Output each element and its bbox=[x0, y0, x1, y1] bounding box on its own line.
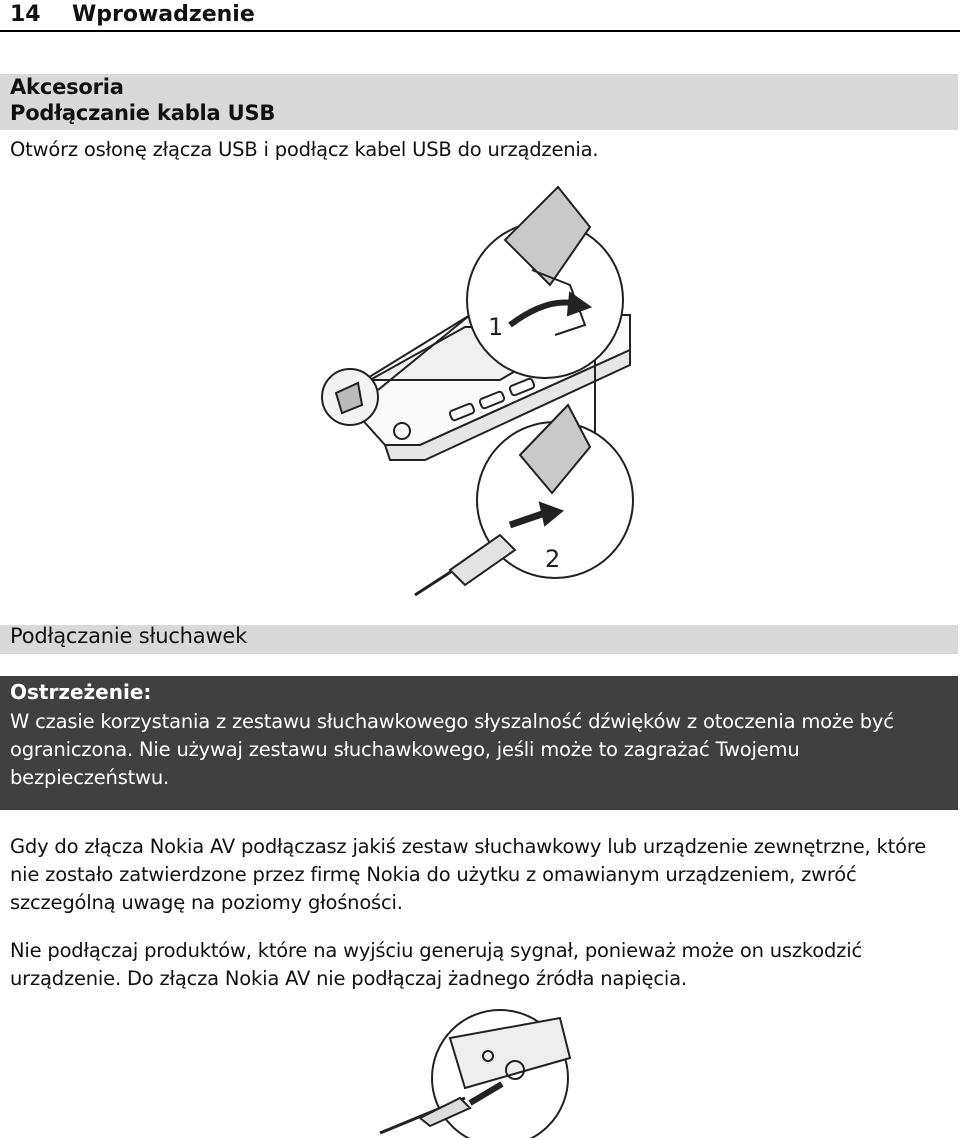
step-2-label: 2 bbox=[545, 545, 561, 573]
section-title: Akcesoria bbox=[10, 75, 124, 99]
page-header bbox=[0, 0, 960, 32]
warning-title: Ostrzeżenie: bbox=[10, 680, 152, 704]
usb-connection-illustration bbox=[300, 175, 660, 605]
warning-box bbox=[0, 676, 958, 810]
headset-jack-illustration bbox=[370, 1008, 590, 1138]
page-number: 14 bbox=[10, 2, 41, 27]
warning-text: W czasie korzystania z zestawu słuchawkowego słyszalność dźwięków z otoczenia może być ograniczona. Nie używaj zestawu słuchawkowego, jeśli może to zagrażać Twojemu bezpieczeństwu. bbox=[10, 710, 894, 789]
usb-heading: Podłączanie kabla USB bbox=[10, 101, 276, 125]
headset-paragraph-1: Gdy do złącza Nokia AV podłączasz jakiś zestaw słuchawkowy lub urządzenie zewnętrzne, które nie zostało zatwierdzone przez firmę Nokia do użytku z omawianym urządzeniem, zwróć szczególną uwagę na poziomy głośności. bbox=[10, 835, 927, 914]
chapter-title: Wprowadzenie bbox=[72, 2, 255, 27]
headset-heading: Podłączanie słuchawek bbox=[10, 624, 248, 648]
headset-paragraph-2: Nie podłączaj produktów, które na wyjściu generują sygnał, ponieważ może on uszkodzić urządzenie. Do złącza Nokia AV nie podłączaj żadnego źródła napięcia. bbox=[10, 939, 862, 990]
usb-instruction: Otwórz osłonę złącza USB i podłącz kabel USB do urządzenia. bbox=[10, 138, 599, 161]
step-1-label: 1 bbox=[488, 313, 504, 341]
